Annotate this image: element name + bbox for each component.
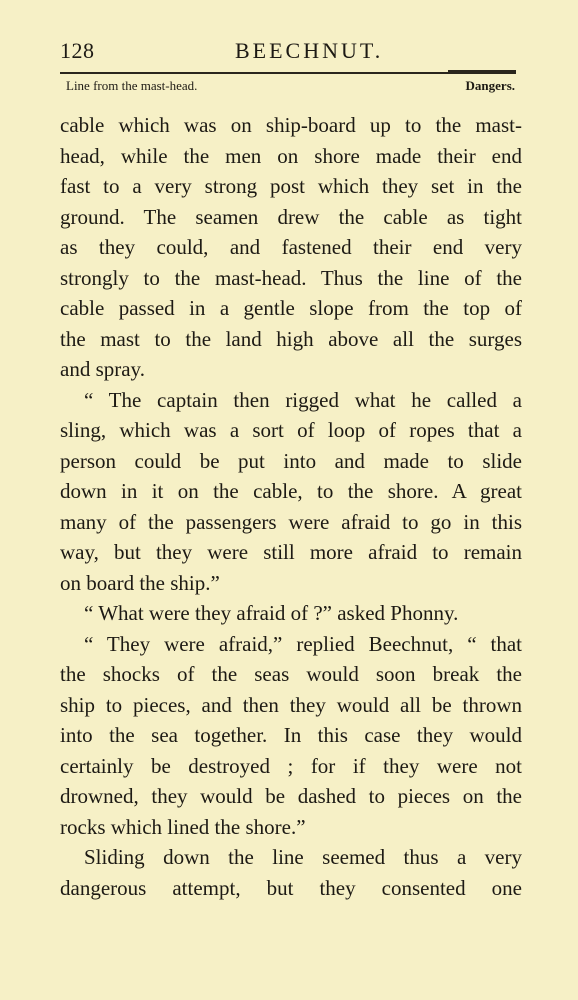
text-line: strongly to the mast-head. Thus the line of the bbox=[60, 265, 522, 290]
text-line: person could be put into and made to slide bbox=[60, 448, 522, 473]
text-line: fast to a very strong post which they set in the bbox=[60, 174, 522, 198]
text-line: certainly be destroyed ; for if they were not bbox=[60, 753, 522, 778]
text-line: and spray. bbox=[60, 357, 145, 381]
text-line: down in it on the cable, to the shore. A great bbox=[60, 479, 522, 503]
text-line: many of the passengers were afraid to go in this bbox=[60, 509, 522, 534]
text-line: way, but they were still more afraid to remain bbox=[60, 540, 522, 564]
text-line: ship to pieces, and then they would all be thrown bbox=[60, 692, 522, 717]
text-line: into the sea together. In this case they would bbox=[60, 723, 522, 747]
side-note-left: Line from the mast-head. bbox=[66, 78, 198, 93]
text-line: rocks which lined the shore.” bbox=[60, 814, 306, 839]
header-rule-accent bbox=[448, 70, 516, 73]
text-line: “ The captain then rigged what he called a bbox=[84, 387, 522, 412]
text-line: “ They were afraid,” replied Beechnut, “ that bbox=[84, 631, 522, 656]
text-line: “ What were they afraid of ?” asked Phonny. bbox=[84, 601, 459, 625]
text-line: sling, which was a sort of loop of ropes that a bbox=[60, 418, 522, 442]
page-header bbox=[60, 38, 520, 70]
text-line: Sliding down the line seemed thus a very bbox=[84, 845, 522, 869]
text-line: the mast to the land high above all the surges bbox=[60, 326, 522, 351]
page-number: 128 bbox=[60, 38, 95, 63]
text-line: on board the ship.” bbox=[60, 570, 220, 595]
running-title: BEECHNUT. bbox=[235, 38, 384, 63]
side-note-right: Dangers. bbox=[465, 78, 515, 93]
text-line: drowned, they would be dashed to pieces on the bbox=[60, 784, 522, 808]
body-text bbox=[60, 110, 522, 903]
text-line: head, while the men on shore made their end bbox=[60, 143, 522, 168]
text-line: ground. The seamen drew the cable as tight bbox=[60, 204, 522, 229]
text-line: as they could, and fastened their end very bbox=[60, 235, 522, 259]
text-line: cable passed in a gentle slope from the top of bbox=[60, 296, 522, 320]
text-line: the shocks of the seas would soon break the bbox=[60, 662, 522, 686]
text-line: cable which was on ship-board up to the mast- bbox=[60, 113, 522, 137]
text-line: dangerous attempt, but they consented one bbox=[60, 875, 522, 900]
